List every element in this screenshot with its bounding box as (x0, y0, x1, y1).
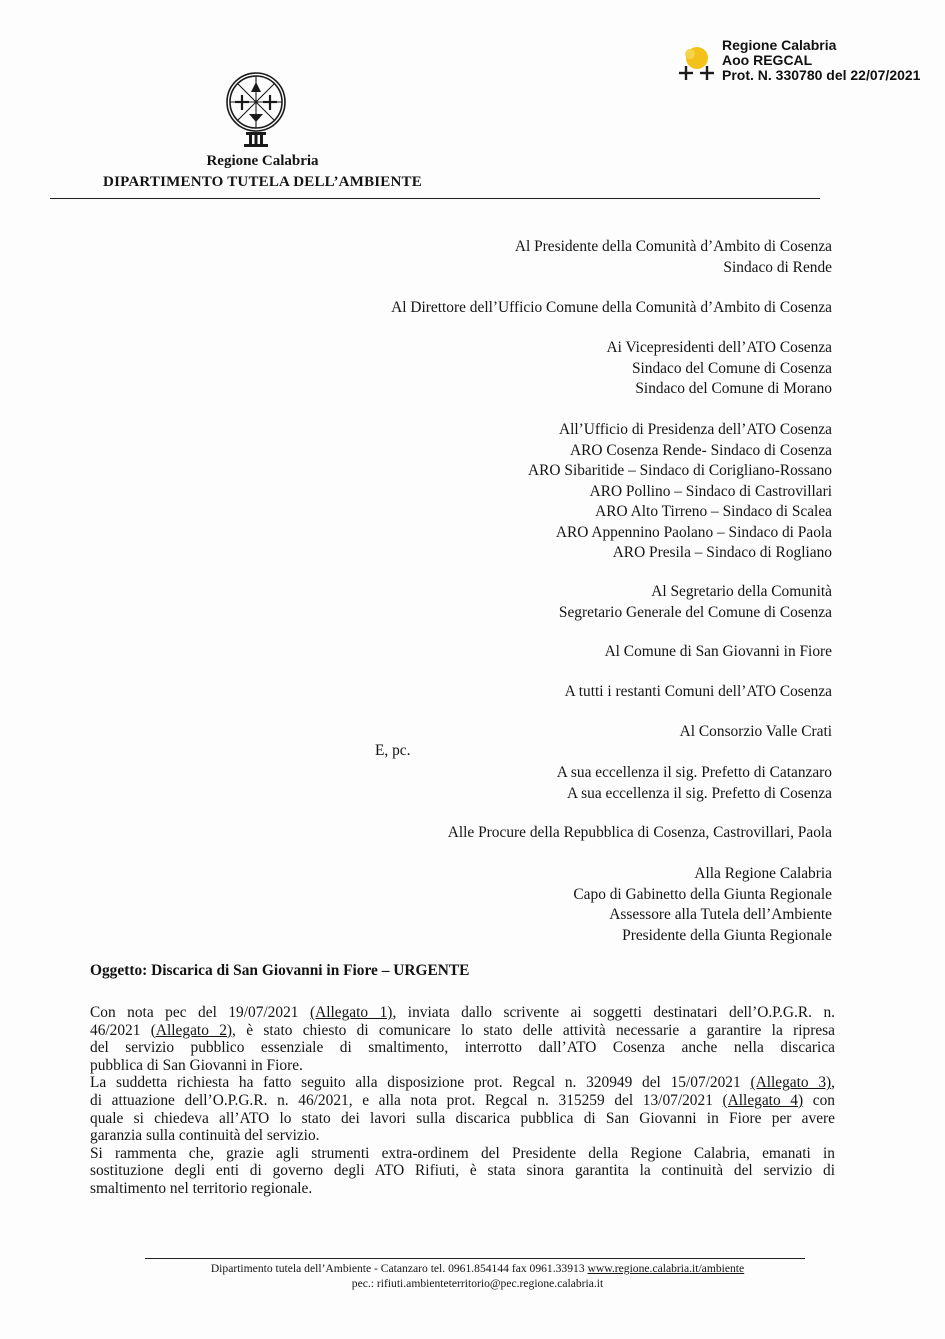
cc-block (573, 864, 832, 946)
body-paragraph-3 (90, 1145, 835, 1198)
cc-line: Assessore alla Tutela dell’Ambiente (609, 906, 832, 923)
body-paragraph-1 (90, 1004, 835, 1074)
body-line: quale si chiedeva all’ATO lo stato dei lavori sulla discarica pubblica di San Giovanni in Fiore per avere (90, 1109, 835, 1127)
addressee-line: ARO Appennino Paolano – Sindaco di Paola (555, 523, 832, 541)
addressee-line: A tutti i restanti Comuni dell’ATO Cosenza (564, 683, 832, 700)
cc-block (557, 763, 832, 804)
addressee-line: Al Segretario della Comunità (651, 583, 832, 600)
body-line: di attuazione dell’O.P.G.R. n. 46/2021, e alla nota prot. Regcal n. 315259 del 13/07/2021 (Allegato 4) con (90, 1091, 835, 1109)
addressee-line: Sindaco del Comune di Cosenza (631, 359, 832, 377)
regione-calabria-logo-icon (678, 44, 716, 84)
header-divider (50, 198, 820, 199)
addressee-block (607, 338, 832, 400)
body-line: 46/2021 (Allegato 2), è stato chiesto di comunicare lo stato delle attività necessarie a garantire la ripresa (90, 1021, 835, 1039)
addressee-line: Ai Vicepresidenti dell’ATO Cosenza (606, 339, 832, 356)
addressee-line: Al Presidente della Comunità d’Ambito di Cosenza (514, 238, 832, 255)
attachment-reference: (Allegato 1) (309, 1004, 393, 1021)
attachment-reference: (Allegato 3) (750, 1074, 832, 1092)
addressee-line: Al Comune di San Giovanni in Fiore (604, 643, 832, 660)
regione-calabria-emblem-icon (218, 62, 294, 152)
cc-line: A sua eccellenza il sig. Prefetto di Cosenza (567, 784, 832, 802)
stamp-line-2: Aoo REGCAL (722, 52, 813, 68)
footer-divider (145, 1258, 805, 1259)
addressee-line: Sindaco del Comune di Morano (635, 380, 832, 397)
addressee-block (391, 298, 832, 319)
body-line: pubblica di San Giovanni in Fiore. (90, 1056, 303, 1074)
addressee-line: All’Ufficio di Presidenza dell’ATO Cosenza (559, 421, 832, 438)
cc-line: Alla Regione Calabria (694, 865, 832, 882)
addressee-line: Al Direttore dell’Ufficio Comune della Comunità d’Ambito di Cosenza (391, 299, 832, 316)
addressee-block (515, 237, 832, 278)
addressee-line: ARO Pollino – Sindaco di Castrovillari (589, 482, 832, 500)
body-line: del servizio pubblico essenziale di smaltimento, interrotto dall’ATO Cosenza anche nella discarica (90, 1039, 835, 1057)
letter-body (90, 1004, 835, 1198)
body-line: sostituzione degli enti di governo degli ATO Rifiuti, è stata sinora garantita la continuità del servizio di (90, 1162, 835, 1180)
body-line: garanzia sulla continuità del servizio. (90, 1127, 320, 1145)
body-line: La suddetta richiesta ha fatto seguito alla disposizione prot. Regcal n. 320949 del 15/07/2021 (Allegato 3), (90, 1074, 835, 1092)
body-line: Con nota pec del 19/07/2021 (Allegato 1), inviata dallo scrivente ai soggetti destinatari dell’O.P.G.R. n. (90, 1004, 835, 1021)
body-line: smaltimento nel territorio regionale. (90, 1179, 313, 1197)
cc-line: Presidente della Giunta Regionale (622, 926, 832, 944)
subject-line: Oggetto: Discarica di San Giovanni in Fiore – URGENTE (90, 962, 470, 979)
footer-pec: pec.: rifiuti.ambienteterritorio@pec.regione.calabria.it (351, 1277, 604, 1290)
addressee-line: ARO Presila – Sindaco di Rogliano (612, 544, 832, 561)
addressee-line: ARO Alto Tirreno – Sindaco di Scalea (595, 503, 832, 520)
addressee-block (528, 420, 832, 564)
footer-contacts (90, 1262, 865, 1275)
footer-address: Dipartimento tutela dell’Ambiente - Catanzaro tel. 0961.854144 fax 0961.33913 (210, 1262, 588, 1275)
header-department: DIPARTIMENTO TUTELA DELL’AMBIENTE (103, 174, 422, 190)
footer-website-link[interactable]: www.regione.calabria.it/ambiente (587, 1262, 745, 1275)
cc-block (448, 823, 832, 844)
cc-line: Capo di Gabinetto della Giunta Regionale (573, 885, 832, 903)
addressee-block (559, 582, 832, 623)
addressee-line: Sindaco di Rende (723, 258, 832, 276)
addressee-block (565, 682, 832, 703)
addressee-block (605, 642, 832, 663)
addressee-block (680, 722, 832, 743)
body-line: Si rammenta che, grazie agli strumenti extra-ordinem del Presidente della Regione Calabria, emanati in (90, 1144, 835, 1162)
epc-label: E, pc. (375, 742, 411, 759)
stamp-line-1: Regione Calabria (722, 37, 837, 53)
attachment-reference: (Allegato 4) (722, 1091, 804, 1109)
header-region: Regione Calabria (206, 153, 319, 169)
cc-line: Alle Procure della Repubblica di Cosenza, Castrovillari, Paola (447, 824, 832, 841)
addressee-line: ARO Cosenza Rende- Sindaco di Cosenza (569, 441, 832, 459)
body-paragraph-2 (90, 1074, 835, 1144)
cc-line: A sua eccellenza il sig. Prefetto di Catanzaro (556, 764, 832, 781)
addressee-line: Al Consorzio Valle Crati (679, 723, 832, 740)
protocol-stamp (678, 38, 928, 98)
stamp-line-3: Prot. N. 330780 del 22/07/2021 (722, 67, 921, 83)
attachment-reference: (Allegato 2) (150, 1021, 233, 1039)
addressee-line: ARO Sibaritide – Sindaco di Corigliano-Rossano (528, 462, 832, 479)
addressee-line: Segretario Generale del Comune di Cosenza (558, 603, 832, 621)
